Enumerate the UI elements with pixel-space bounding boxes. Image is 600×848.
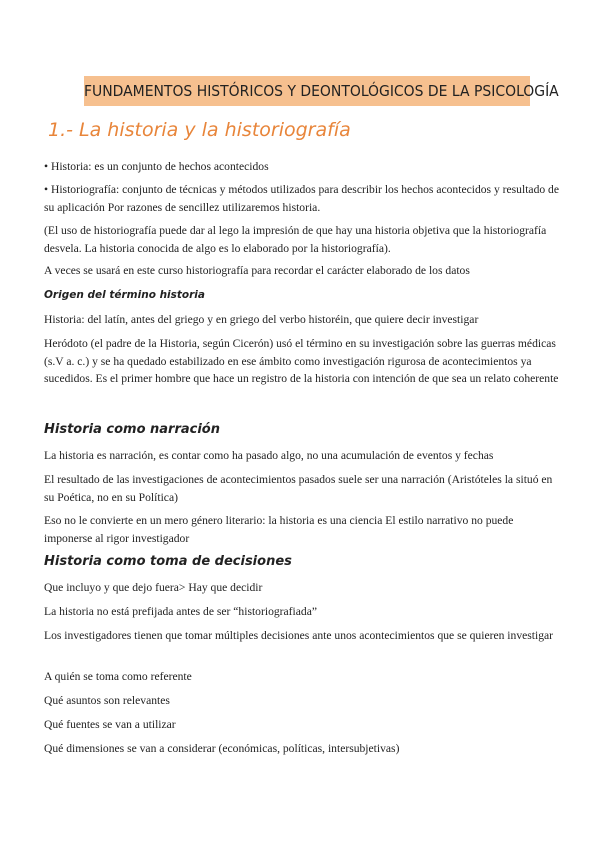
paragraph-narracion-3: Eso no le convierte en un mero género literario: la historia es una ciencia El estilo narrativo no puede imponerse al rigor investigador [44, 514, 514, 545]
paragraph-decisiones-1: Que incluyo y que dejo fuera> Hay que decidir [44, 581, 263, 594]
subheading-decisiones: Historia como toma de decisiones [44, 554, 292, 569]
document-title: FUNDAMENTOS HISTÓRICOS Y DEONTOLÓGICOS DE LA PSICOLOGÍA [84, 82, 559, 100]
title-banner [84, 76, 559, 106]
bullet-historia: • Historia: es un conjunto de hechos acontecidos [44, 160, 269, 173]
paragraph-origen-2: Heródoto (el padre de la Historia, según Cicerón) usó el término en su investigación sobre las guerras médicas (s.V a. c.) y se ha quedado estabilizado en ese ámbito como investigación rigurosa de acontecimientos ya sucedidos. Es el primer hombre que hace un registro de la historia con intención de que sea un relato coherente [44, 337, 559, 385]
paragraph-origen-1: Historia: del latín, antes del griego y en griego del verbo historéin, que quiere decir investigar [44, 313, 479, 326]
paragraph-course-note: A veces se usará en este curso historiografía para recordar el carácter elaborado de los datos [44, 264, 470, 277]
paragraph-decisiones-7: Qué dimensiones se van a considerar (económicas, políticas, intersubjetivas) [44, 742, 400, 755]
paragraph-narracion-2: El resultado de las investigaciones de acontecimientos pasados suele ser una narración (Aristóteles la situó en su Poética, no en su Política) [44, 473, 553, 504]
subheading-origen: Origen del término historia [44, 289, 205, 301]
paragraph-decisiones-4: A quién se toma como referente [44, 670, 192, 683]
paragraph-note: (El uso de historiografía puede dar al lego la impresión de que hay una historia objetiva que la historiografía desvela. La historia conocida de algo es lo elaborado por la historiografía). [44, 224, 547, 255]
section-heading: 1.- La historia y la historiografía [48, 119, 351, 141]
paragraph-decisiones-3: Los investigadores tienen que tomar múltiples decisiones ante unos acontecimientos que se quieren investigar [44, 629, 554, 642]
paragraph-decisiones-5: Qué asuntos son relevantes [44, 694, 170, 707]
paragraph-decisiones-2: La historia no está prefijada antes de ser “historiografiada” [44, 605, 317, 618]
paragraph-narracion-1: La historia es narración, es contar como ha pasado algo, no una acumulación de eventos y fechas [44, 449, 494, 462]
bullet-historiografia: • Historiografía: conjunto de técnicas y métodos utilizados para describir los hechos acontecidos y resultado de su aplicación Por razones de sencillez utilizaremos historia. [44, 183, 559, 214]
subheading-narracion: Historia como narración [44, 422, 220, 437]
paragraph-decisiones-6: Qué fuentes se van a utilizar [44, 718, 176, 731]
